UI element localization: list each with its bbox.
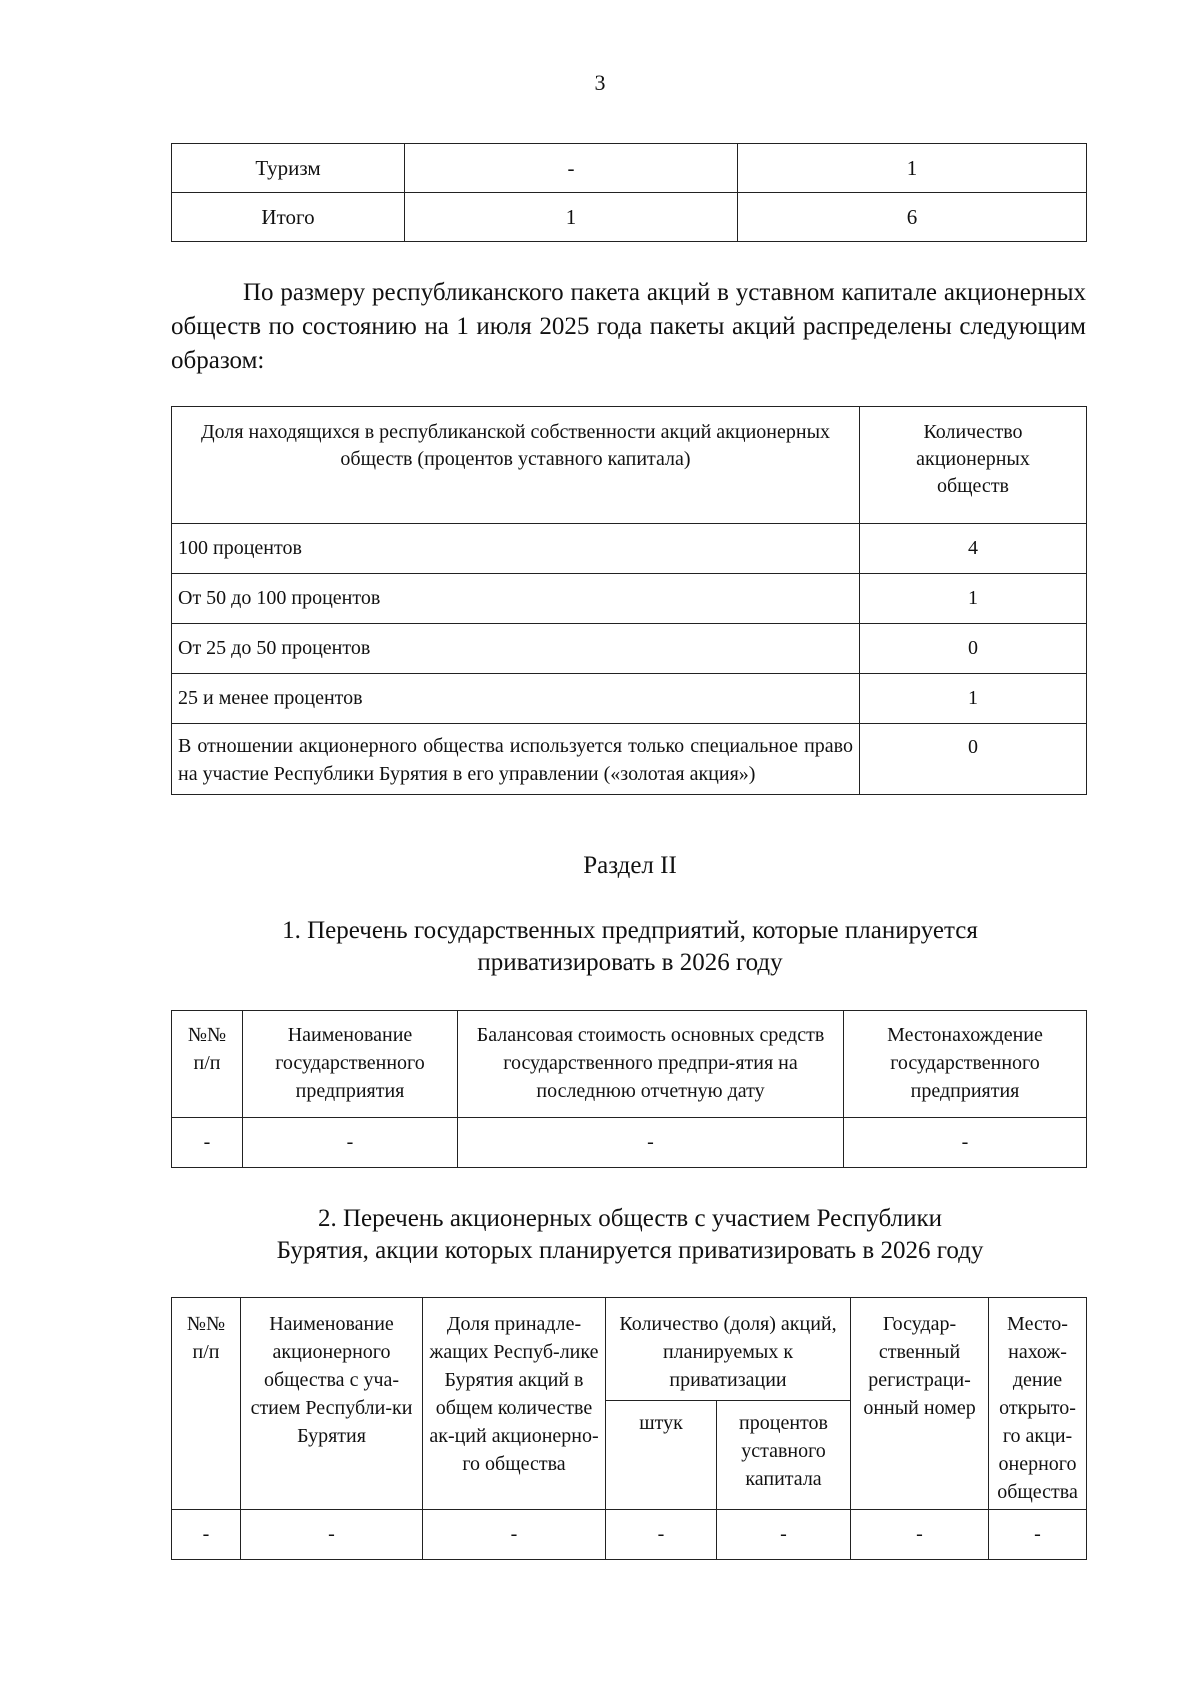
table-header-row xyxy=(172,407,1087,524)
table-cell: - xyxy=(423,1510,606,1560)
table-cell: 6 xyxy=(738,193,1087,242)
table-cell: - xyxy=(606,1510,717,1560)
table-header-row xyxy=(172,1298,1087,1401)
column-header: №№ п/п xyxy=(172,1298,241,1510)
column-header: процентов уставного капитала xyxy=(717,1401,851,1510)
table-cell: 1 xyxy=(738,144,1087,193)
column-header: Количество (доля) акций, планируемых к приватизации xyxy=(606,1298,851,1401)
enterprises-table xyxy=(171,1010,1087,1168)
column-header: Балансовая стоимость основных средств государственного предпри-ятия на последнюю отчетную дату xyxy=(458,1011,844,1118)
table-row xyxy=(172,144,1087,193)
table-row xyxy=(172,524,1087,574)
table-cell: - xyxy=(243,1118,458,1168)
column-header: №№ п/п xyxy=(172,1011,243,1118)
table-cell: Итого xyxy=(172,193,405,242)
heading-line: Бурятия, акции которых планируется приватизировать в 2026 году xyxy=(276,1237,984,1264)
column-header: штук xyxy=(606,1401,717,1510)
column-header: Доля находящихся в республиканской собственности акций акционерных обществ (процентов уставного капитала) xyxy=(172,407,860,524)
column-header: Количество акционерных обществ xyxy=(860,407,1087,524)
table-cell: - xyxy=(989,1510,1087,1560)
table-cell: - xyxy=(458,1118,844,1168)
table-cell: - xyxy=(241,1510,423,1560)
table-cell: 4 xyxy=(860,524,1087,574)
page-number: 3 xyxy=(594,70,606,95)
table-cell: 0 xyxy=(860,724,1087,795)
table-cell: В отношении акционерного общества используется только специальное право на участие Республики Бурятия в его управлении («золотая акция») xyxy=(172,724,860,795)
table-cell: - xyxy=(172,1118,243,1168)
table-cell: - xyxy=(405,144,738,193)
table-cell: От 50 до 100 процентов xyxy=(172,574,860,624)
column-header: Наименование государственного предприятия xyxy=(243,1011,458,1118)
table-cell: Туризм xyxy=(172,144,405,193)
heading-enterprises xyxy=(0,915,1200,979)
table-cell: - xyxy=(844,1118,1087,1168)
column-header: Место-нахож-дение открыто-го акци-онерного общества xyxy=(989,1298,1087,1510)
table-cell: 1 xyxy=(405,193,738,242)
share-distribution-table xyxy=(171,406,1087,795)
table-cell: 1 xyxy=(860,574,1087,624)
heading-line: 1. Перечень государственных предприятий, которые планируется xyxy=(282,917,978,944)
joint-stock-companies-table xyxy=(171,1297,1087,1560)
table-cell: 0 xyxy=(860,624,1087,674)
table-cell: 100 процентов xyxy=(172,524,860,574)
table-cell: - xyxy=(851,1510,989,1560)
table-row xyxy=(172,724,1087,795)
section-title: Раздел II xyxy=(583,852,677,879)
table-cell: - xyxy=(172,1510,241,1560)
column-header: Доля принадле-жащих Респуб-лике Бурятия акций в общем количестве ак-ций акционерно-го общества xyxy=(423,1298,606,1510)
heading-line: приватизировать в 2026 году xyxy=(477,949,783,976)
heading-line: 2. Перечень акционерных обществ с участием Республики xyxy=(318,1205,942,1232)
table-row xyxy=(172,1510,1087,1560)
intro-paragraph: По размеру республиканского пакета акций в уставном капитале акционерных обществ по состоянию на 1 июля 2025 года пакеты акций распределены следующим образом: xyxy=(171,279,1086,374)
table-row xyxy=(172,193,1087,242)
table-header-row xyxy=(172,1011,1087,1118)
sector-totals-table xyxy=(171,143,1087,242)
table-cell: - xyxy=(717,1510,851,1560)
column-header: Государ-ственный регистраци-онный номер xyxy=(851,1298,989,1510)
column-header: Наименование акционерного общества с уча-стием Республи-ки Бурятия xyxy=(241,1298,423,1510)
table-cell: 25 и менее процентов xyxy=(172,674,860,724)
table-cell: 1 xyxy=(860,674,1087,724)
heading-joint-stock xyxy=(0,1203,1200,1267)
table-row xyxy=(172,1118,1087,1168)
table-row xyxy=(172,674,1087,724)
table-row xyxy=(172,574,1087,624)
column-header: Местонахождение государственного предприятия xyxy=(844,1011,1087,1118)
table-row xyxy=(172,624,1087,674)
table-cell: От 25 до 50 процентов xyxy=(172,624,860,674)
